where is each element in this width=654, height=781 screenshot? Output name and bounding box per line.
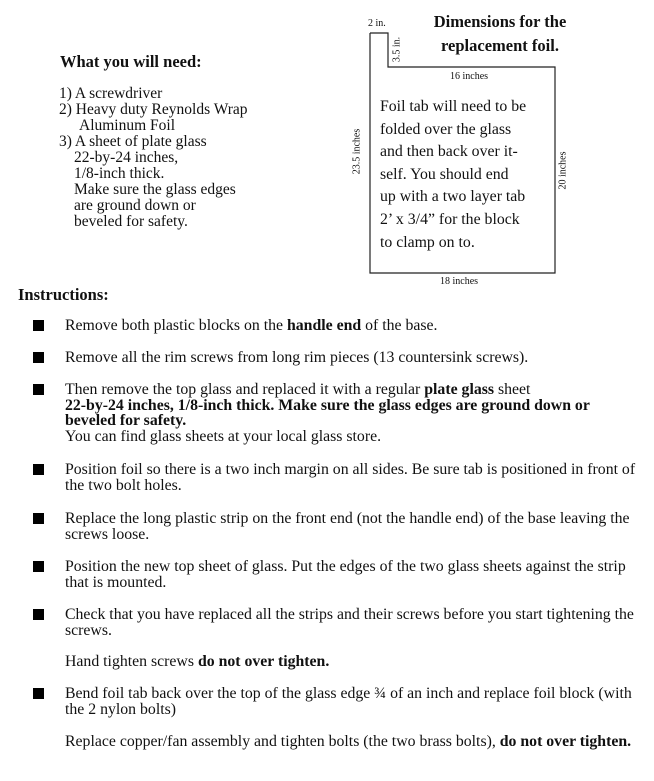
step-text: Position foil so there is a two inch margin on all sides. Be sure tab is positioned in front of the two bolt holes.: [65, 461, 636, 494]
needs-item: 1/8-inch thick.: [74, 165, 165, 182]
foil-note-line: folded over the glass: [380, 120, 512, 138]
step-text-part: You can find glass sheets at your local glass store.: [65, 427, 382, 445]
bullet-icon: [33, 609, 44, 620]
foil-note-line: and then back over it-: [380, 143, 518, 161]
bullet-icon: [33, 688, 44, 699]
step-text: [65, 382, 645, 444]
bullet-icon: [33, 384, 44, 395]
step-text-bold: plate glass: [424, 381, 495, 398]
top-width-label: 16 inches: [450, 71, 489, 82]
needs-item: Aluminum Foil: [79, 117, 176, 134]
step-text: Remove all the rim screws from long rim pieces (13 countersink screws).: [65, 349, 529, 366]
needs-item: 2) Heavy duty Reynolds Wrap: [59, 101, 248, 118]
step-text: Position the new top sheet of glass. Put the edges of the two glass sheets against the strip that is mounted.: [65, 558, 626, 591]
bullet-icon: [33, 320, 44, 331]
needs-title: What you will need:: [60, 52, 202, 71]
step-text: Replace the long plastic strip on the front end (not the handle end) of the base leaving the screws loose.: [65, 510, 630, 543]
step-text-part: sheet: [494, 381, 531, 398]
bottom-width-label: 18 inches: [440, 276, 479, 287]
needs-item: Make sure the glass edges: [74, 181, 236, 198]
step-text: [65, 318, 645, 334]
needs-item: beveled for safety.: [74, 213, 188, 230]
step-text: Bend foil tab back over the top of the glass edge ¾ of an inch and replace foil block (with the 2 nylon bolts): [65, 685, 632, 718]
tab-width-label: 2 in.: [368, 18, 386, 29]
note-text-bold: do not over tighten.: [499, 733, 632, 750]
right-height-label: 20 inches: [557, 151, 569, 190]
left-height-label: 23.5 inches: [351, 128, 363, 175]
dimensions-title: [420, 10, 580, 58]
foil-note-line: Foil tab will need to be: [380, 98, 527, 115]
needs-item: are ground down or: [74, 197, 196, 214]
note-text-part: Hand tighten screws: [65, 653, 198, 670]
step-text-part: Then remove the top glass and replaced it with a regular: [65, 381, 425, 398]
note-text-bold: do not over tighten.: [197, 653, 330, 670]
foil-note-line: self. You should end: [380, 165, 509, 183]
step-text-bold: 22-by-24 inches, 1/8-inch thick. Make sure the glass edges are ground down or beveled for safety.: [65, 396, 590, 429]
instructions-title: Instructions:: [18, 285, 109, 304]
foil-note: [380, 96, 550, 254]
bullet-icon: [33, 513, 44, 524]
step-text-part: of the base.: [361, 317, 438, 334]
step-text-bold: handle end: [287, 317, 362, 334]
dimensions-title-line: replacement foil.: [441, 36, 559, 55]
foil-note-line: to clamp on to.: [380, 233, 475, 251]
foil-note-line: up with a two layer tab: [380, 188, 526, 206]
note-text: [65, 654, 645, 670]
needs-item: 1) A screwdriver: [59, 85, 163, 102]
needs-item: 3) A sheet of plate glass: [59, 133, 207, 150]
step-text: Check that you have replaced all the strips and their screws before you start tightening the screws.: [65, 606, 634, 639]
needs-list: [59, 86, 359, 230]
tab-height-label: 3.5 in.: [391, 36, 403, 63]
note-text-part: Replace copper/fan assembly and tighten bolts (the two brass bolts),: [65, 733, 500, 750]
foil-note-line: 2’ x 3/4” for the block: [380, 210, 520, 228]
bullet-icon: [33, 561, 44, 572]
needs-item: 22-by-24 inches,: [74, 149, 179, 166]
bullet-icon: [33, 464, 44, 475]
step-text-part: Remove both plastic blocks on the: [65, 317, 287, 334]
bullet-icon: [33, 352, 44, 363]
dimensions-title-line: Dimensions for the: [433, 12, 567, 31]
note-text: [65, 734, 645, 750]
